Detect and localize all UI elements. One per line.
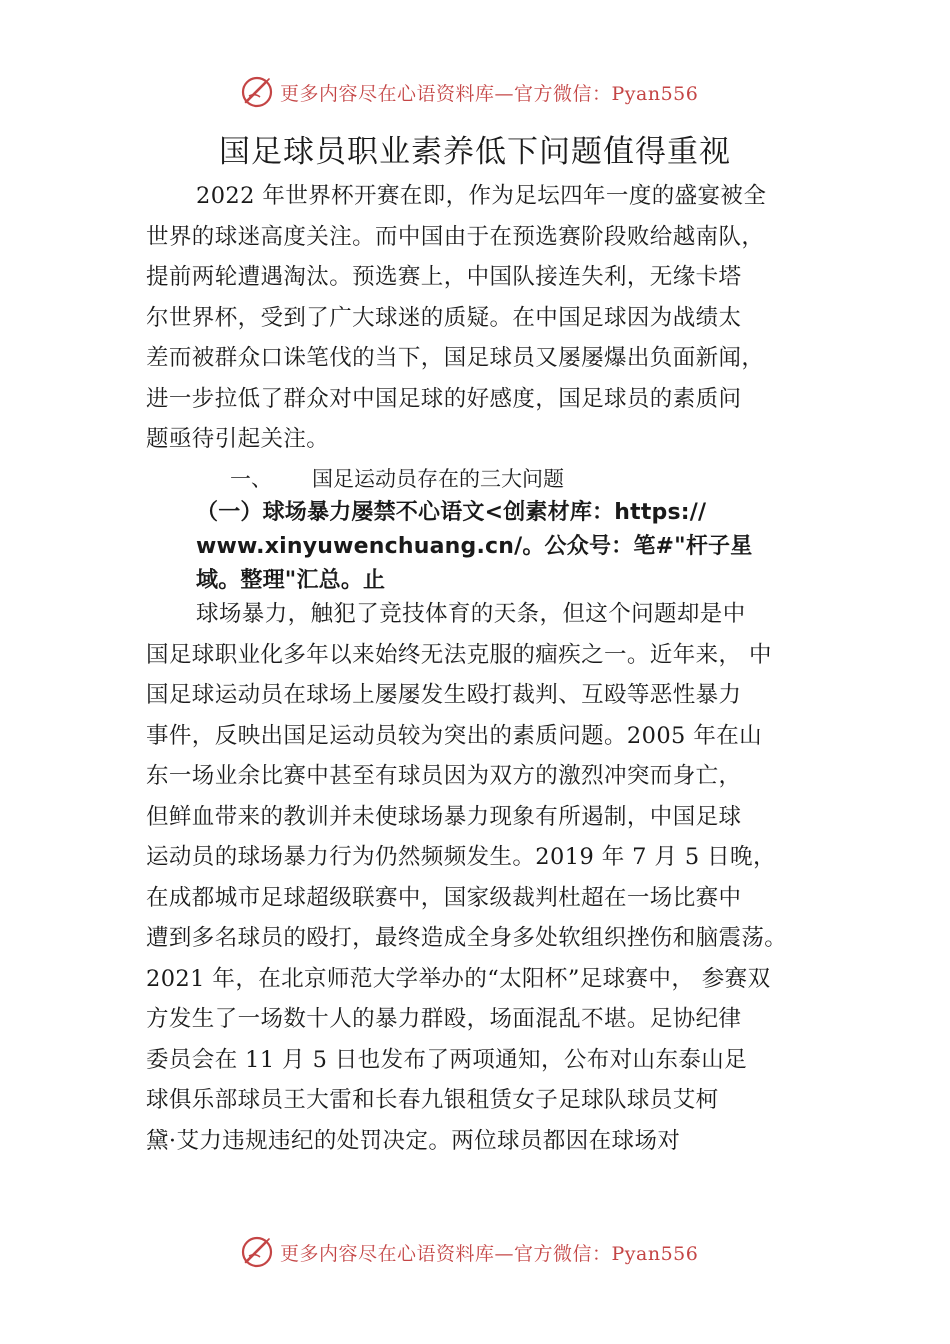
text-line: 题亟待引起关注。 <box>146 426 330 452</box>
sub-heading-line: 域。整理"汇总。止 <box>196 568 386 593</box>
text-line: 世界的球迷高度关注。而中国由于在预选赛阶段败给越南队， <box>146 223 765 250</box>
text-line: 委员会在 11 月 5 日也发布了两项通知，公布对山东泰山足 <box>146 1046 748 1073</box>
text-line: 进一步拉低了群众对中国足球的好感度，国足球员的素质问 <box>146 385 742 412</box>
text-line: 东一场业余比赛中甚至有球员因为双方的激烈冲突而身亡， <box>146 763 742 789</box>
text-line: 在成都城市足球超级联赛中，国家级裁判杜超在一场比赛中 <box>146 884 742 911</box>
text-line: 黛·艾力违规违纪的处罚决定。两位球员都因在球场对 <box>146 1127 681 1154</box>
sub-heading <box>196 496 876 598</box>
text-line: 差而被群众口诛笔伐的当下，国足球员又屡屡爆出负面新闻， <box>146 345 765 371</box>
banner-text: 更多内容尽在心语资料库—官方微信：Pyan556 <box>280 1242 699 1265</box>
section-title: 国足运动员存在的三大问题 <box>312 467 564 491</box>
text-line: 事件，反映出国足运动员较为突出的素质问题。2005 年在山 <box>146 722 763 749</box>
text-line: 2021 年，在北京师范大学举办的“太阳杯”足球赛中， 参赛双 <box>146 965 771 992</box>
text-line: 尔世界杯，受到了广大球迷的质疑。在中国足球因为战绩太 <box>146 304 742 331</box>
text-line: 运动员的球场暴力行为仍然频频发生。2019 年 7 月 5 日晚， <box>146 844 776 870</box>
sub-heading-line: （一）球场暴力屡禁不心语文<创素材库：https:// <box>196 500 707 525</box>
section-heading <box>230 463 564 495</box>
text-line: 2022 年世界杯开赛在即，作为足坛四年一度的盛宴被全 <box>196 183 767 209</box>
section-number: 一、 <box>230 467 272 491</box>
paragraph-intro <box>146 176 846 460</box>
text-line: 但鲜血带来的教训并未使球场暴力现象有所遏制，中国足球 <box>146 803 742 830</box>
text-line: 遭到多名球员的殴打，最终造成全身多处软组织挫伤和脑震荡。 <box>146 925 788 951</box>
document-title: 国足球员职业素养低下问题值得重视 <box>219 134 731 170</box>
text-line: 国足球运动员在球场上屡屡发生殴打裁判、互殴等恶性暴力 <box>146 682 742 708</box>
pen-logo-icon <box>240 75 274 109</box>
text-line: 方发生了一场数十人的暴力群殴，场面混乱不堪。足协纪律 <box>146 1006 742 1032</box>
footer-banner <box>240 1232 760 1272</box>
sub-heading-line: www.xinyuwenchuang.cn/。公众号：笔#"杆子星 <box>196 534 753 559</box>
text-line: 球俱乐部球员王大雷和长春九银租赁女子足球队球员艾柯 <box>146 1087 719 1113</box>
pen-logo-icon <box>240 1235 274 1269</box>
text-line: 球场暴力，触犯了竞技体育的天条，但这个问题却是中 <box>196 601 746 627</box>
text-line: 提前两轮遭遇淘汰。预选赛上，中国队接连失利，无缘卡塔 <box>146 264 742 290</box>
text-line: 国足球职业化多年以来始终无法克服的痼疾之一。近年来， 中 <box>146 641 772 668</box>
banner-text: 更多内容尽在心语资料库—官方微信：Pyan556 <box>280 82 699 105</box>
header-banner <box>240 72 760 112</box>
paragraph-violence <box>146 594 846 1161</box>
